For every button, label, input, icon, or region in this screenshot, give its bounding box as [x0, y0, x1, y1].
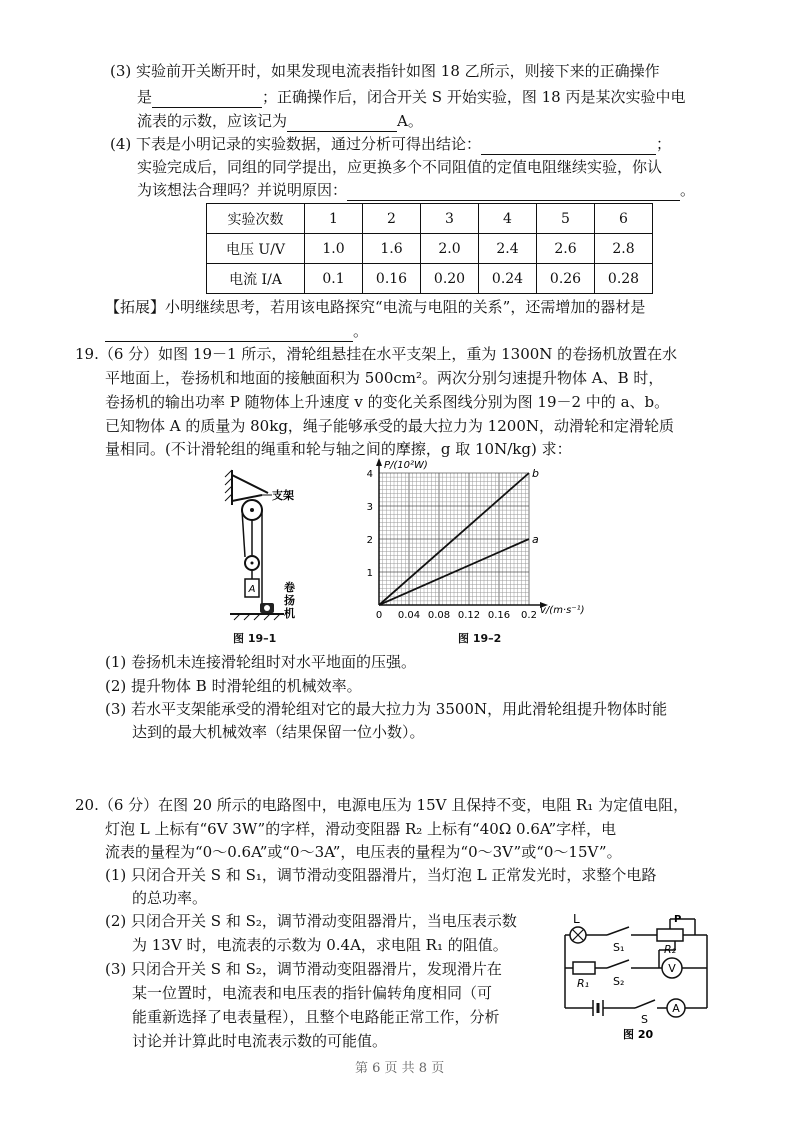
q20-line1: 20.（6 分）在图 20 所示的电路图中，电源电压为 15V 且保持不变，电阻 R₁ 为定值电阻， [75, 796, 689, 814]
label-bracket: 支架 [272, 489, 294, 502]
y-tick-label: 1 [366, 568, 373, 579]
x-tick-label: 0.12 [457, 610, 481, 621]
svg-text:扬: 扬 [284, 594, 295, 607]
q18-p3-line1: (3) 实验前开关断开时，如果发现电流表指针如图 18 乙所示，则接下来的正确操作 [110, 62, 660, 80]
q20-sub3-line1: (3) 只闭合开关 S 和 S₂，调节滑动变阻器滑片，发现滑片在 [105, 960, 502, 978]
page-footer: 第 6 页 共 8 页 [355, 1061, 445, 1076]
svg-text:S₂: S₂ [613, 975, 625, 988]
circuit-diagram [555, 910, 720, 1042]
y-tick-label: 3 [366, 502, 373, 513]
q19-line4: 已知物体 A 的质量为 80kg，绳子能够承受的最大拉力为 1200N，动滑轮和定滑轮质 [105, 417, 674, 435]
switch-s1[interactable] [607, 927, 629, 935]
svg-text:L: L [573, 912, 580, 926]
svg-text:R₁: R₁ [577, 977, 590, 990]
q20-sub3-line4: 讨论并计算此时电流表示数的可能值。 [132, 1032, 388, 1050]
q19-line3: 卷扬机的输出功率 P 随物体上升速度 v 的变化关系图线分别为图 19－2 中的 a、b。 [105, 393, 670, 411]
q20-sub3-line3: 能重新选择了电表量程），且整个电路能正常工作，分析 [132, 1008, 500, 1026]
pulley-diagram [222, 465, 312, 625]
data-table [206, 203, 653, 294]
q19-sub3-line2: 达到的最大机械效率（结果保留一位小数）。 [132, 723, 425, 741]
svg-text:P: P [674, 914, 682, 925]
y-axis-label: P/(10²W) [384, 460, 428, 471]
q20-sub1-line2: 的总功率。 [132, 889, 208, 907]
q18-p4-line1: (4) 下表是小明记录的实验数据，通过分析可得出结论： ； [110, 135, 672, 153]
answer-blank[interactable] [152, 89, 262, 108]
q18-p3-line3: 流表的示数，应该记为 A。 [137, 112, 423, 130]
svg-text:V: V [668, 962, 676, 975]
figure-19-1-caption: 图 19–1 [233, 632, 277, 645]
table-row: 实验次数 1 2 3 4 5 6 [207, 204, 653, 234]
wall-hatch [225, 470, 232, 501]
svg-text:S: S [641, 1013, 648, 1026]
answer-blank[interactable] [287, 113, 397, 132]
table-row: 电压 U/V 1.0 1.6 2.0 2.4 2.6 2.8 [207, 234, 653, 264]
svg-text:机: 机 [284, 607, 295, 620]
q19-sub2: (2) 提升物体 B 时滑轮组的机械效率。 [105, 677, 362, 695]
svg-text:S₁: S₁ [613, 941, 625, 954]
series-label-a: a [532, 533, 539, 546]
table-row: 电流 I/A 0.1 0.16 0.20 0.24 0.26 0.28 [207, 264, 653, 294]
q20-sub2-line2: 为 13V 时，电流表的示数为 0.4A，求电阻 R₁ 的阻值。 [132, 936, 508, 954]
q20-sub1-line1: (1) 只闭合开关 S 和 S₁，调节滑动变阻器滑片，当灯泡 L 正常发光时，求整个电路 [105, 866, 657, 884]
q19-line5: 量相同。(不计滑轮组的绳重和轮与轴之间的摩擦，g 取 10N/kg) 求： [105, 440, 572, 458]
svg-text:图 20: 图 20 [623, 1028, 654, 1041]
answer-blank[interactable] [481, 136, 656, 155]
q19-line1: 19.（6 分）如图 19－1 所示，滑轮组悬挂在水平支架上，重为 1300N 的卷扬机放置在水 [75, 345, 678, 363]
switch-s2[interactable] [607, 960, 629, 968]
figure-19-2-caption: 图 19–2 [458, 632, 502, 645]
q20-sub2-line1: (2) 只闭合开关 S 和 S₂，调节滑动变阻器滑片，当电压表示数 [105, 912, 517, 930]
switch-s[interactable] [635, 1000, 655, 1008]
svg-text:卷: 卷 [284, 581, 295, 594]
q20-line3: 流表的量程为“0～0.6A”或“0～3A”，电压表的量程为“0～3V”或“0～15V”。 [105, 843, 622, 861]
x-tick-label: 0.16 [487, 610, 511, 621]
answer-blank[interactable] [105, 323, 353, 342]
q20-line2: 灯泡 L 上标有“6V 3W”的字样，滑动变阻器 R₂ 上标有“40Ω 0.6A”字样，电 [105, 820, 617, 838]
answer-blank[interactable] [347, 182, 680, 201]
q20-sub3-line2: 某一位置时，电流表和电压表的指针偏转角度相同（可 [132, 984, 493, 1002]
x-axis-label: v/(m·s⁻¹) [540, 605, 585, 616]
x-tick-label: 0.04 [397, 610, 421, 621]
q19-sub3-line1: (3) 若水平支架能承受的滑轮组对它的最大拉力为 3500N，用此滑轮组提升物体时能 [105, 700, 668, 718]
series-label-b: b [532, 467, 539, 480]
q18-extension-line1: 【拓展】小明继续思考，若用该电路探究“电流与电阻的关系”，还需增加的器材是 [105, 298, 646, 316]
rheostat-r2 [657, 929, 683, 941]
power-velocity-chart [352, 457, 612, 627]
y-tick-label: 4 [366, 469, 373, 480]
q19-line2: 平地面上，卷扬机和地面的接触面积为 500cm²。两次分别匀速提升物体 A、B 时， [105, 369, 664, 387]
x-tick-label: 0 [375, 610, 383, 621]
q18-p4-line3: 为该想法合理吗？并说明原因： 。 [137, 181, 696, 199]
bracket-arm [232, 475, 268, 493]
x-tick-label: 0.2 [521, 610, 537, 621]
bracket-brace [232, 495, 262, 501]
svg-text:A: A [248, 584, 256, 595]
svg-text:A: A [672, 1002, 680, 1015]
q18-extension-line2: 。 [105, 320, 368, 342]
q18-p3-line2: 是 ；正确操作后，闭合开关 S 开始实验，图 18 丙是某次实验中电 [137, 88, 686, 106]
svg-text:R₂: R₂ [664, 943, 677, 956]
q18-p4-line2: 实验完成后，同组的同学提出，应更换多个不同阻值的定值电阻继续实验，你认 [137, 158, 663, 176]
x-tick-label: 0.08 [427, 610, 451, 621]
q19-sub1: (1) 卷扬机未连接滑轮组时对水平地面的压强。 [105, 653, 417, 671]
y-tick-label: 2 [366, 535, 373, 546]
resistor-r1 [573, 962, 595, 974]
